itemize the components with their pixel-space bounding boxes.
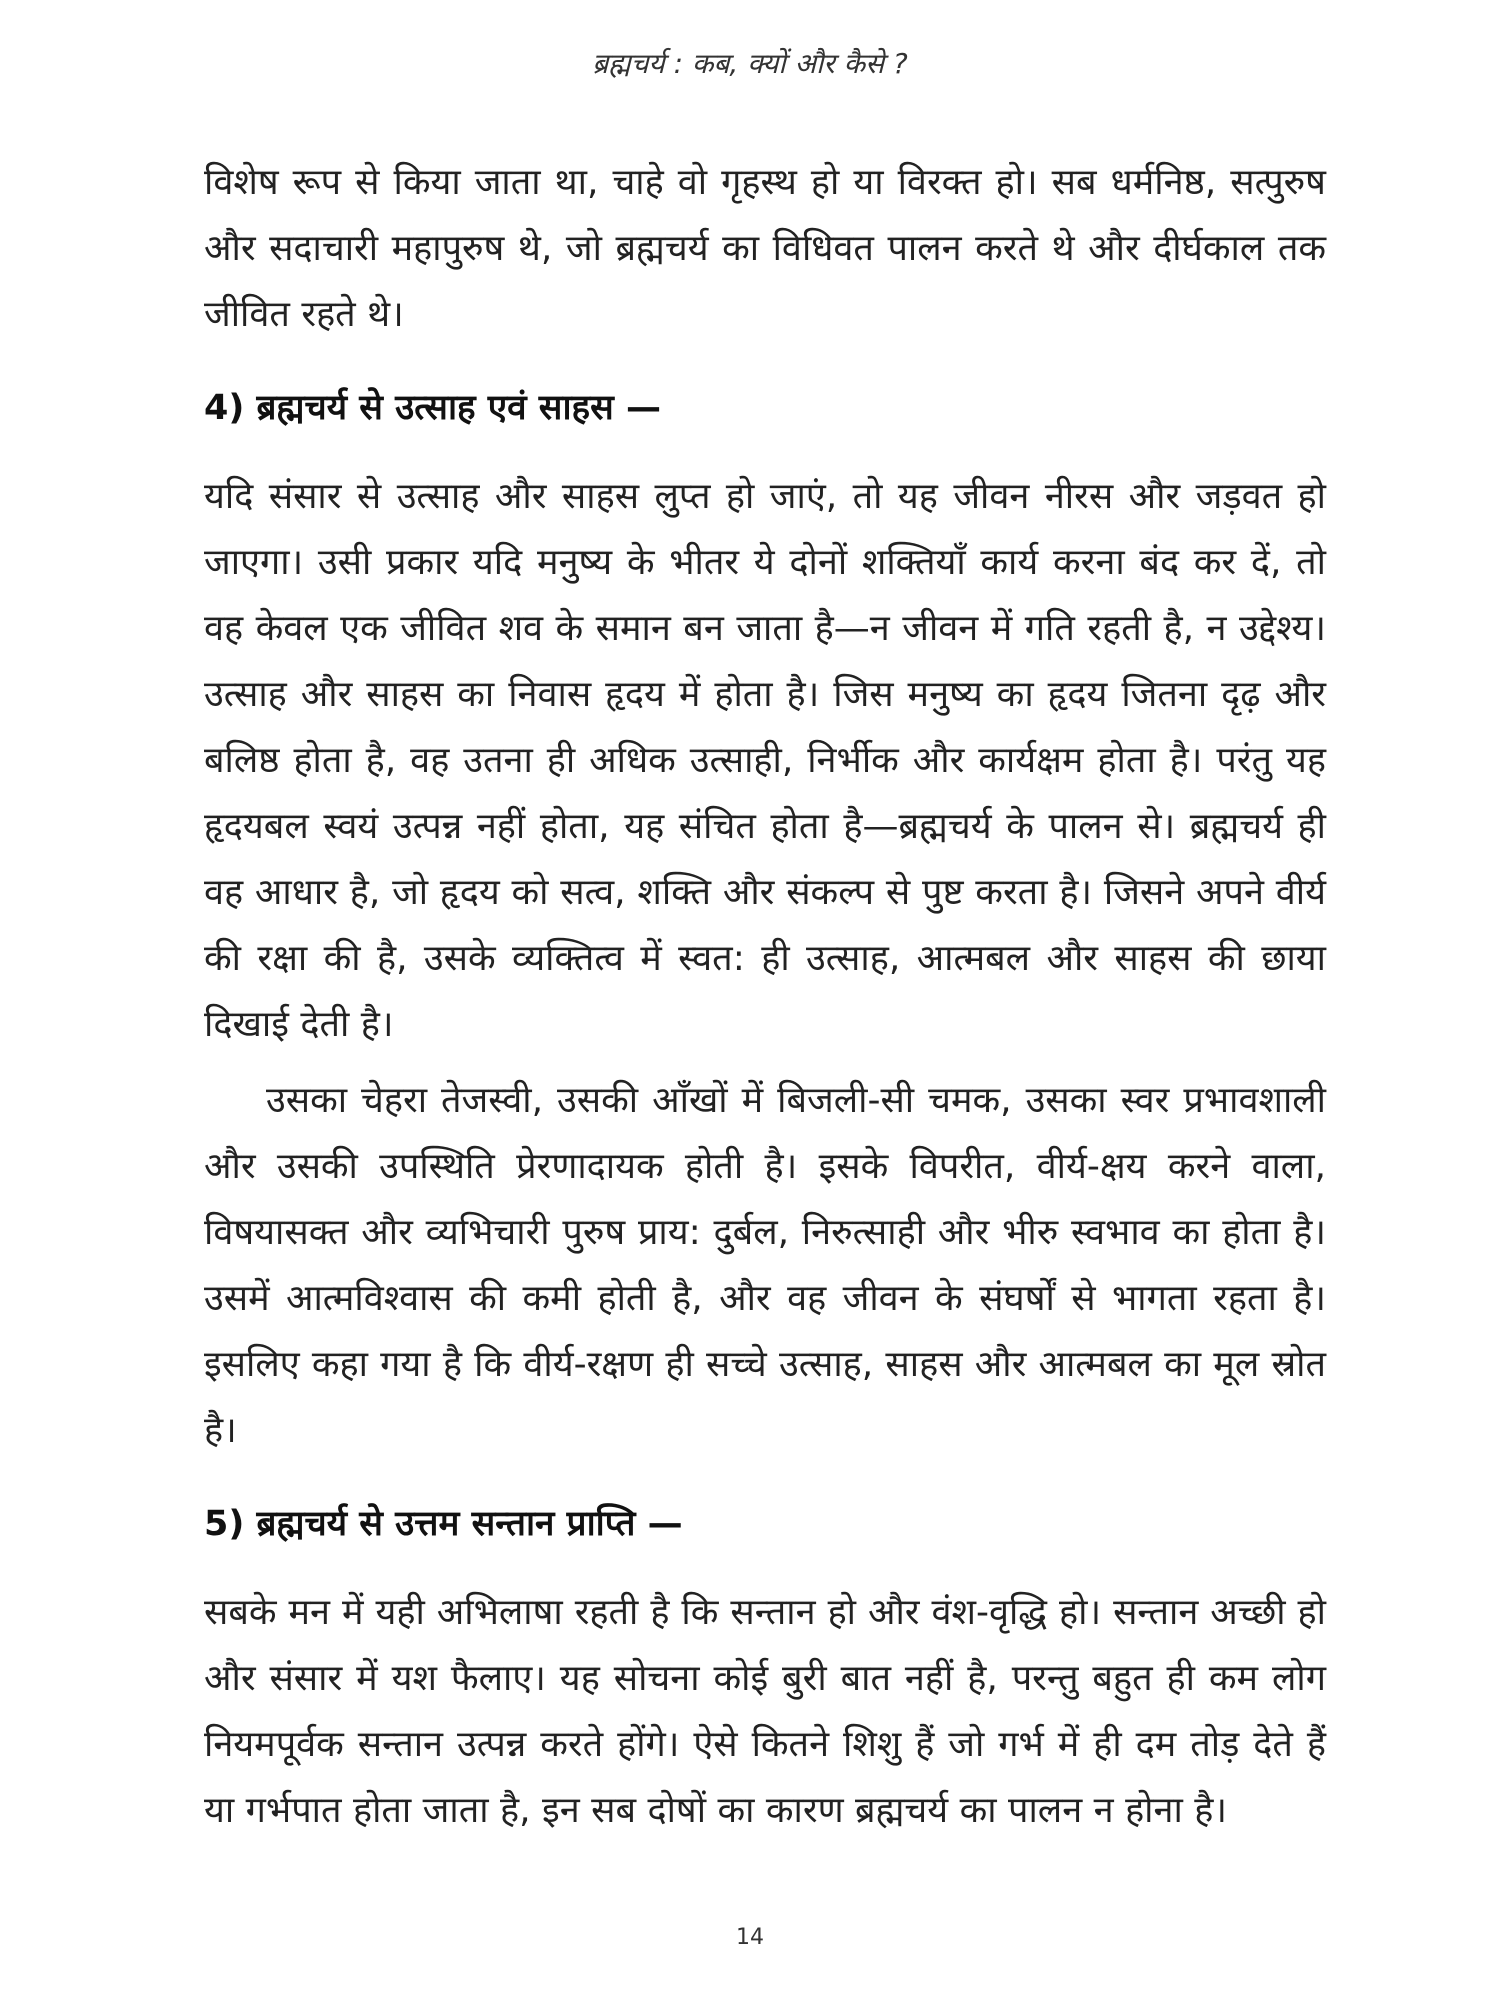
section-4-paragraph-2: उसका चेहरा तेजस्वी, उसकी आँखों में बिजली-सी चमक, उसका स्वर प्रभावशाली और उसकी उपस्थिति प्रेरणादायक होती है। इसके विपरीत, वीर्य-क्षय करने वाला, विषयासक्त और व्यभिचारी पुरुष प्राय: दुर्बल, निरुत्साही और भीरु स्वभाव का होता है। उसमें आत्मविश्वास की कमी होती है, और वह जीवन के संघर्षों से भागता रहता है। इसलिए कहा गया है कि वीर्य-रक्षण ही सच्चे उत्साह, साहस और आत्मबल का मूल स्रोत है। [204, 1080, 1326, 1451]
intro-paragraph: विशेष रूप से किया जाता था, चाहे वो गृहस्थ हो या विरक्त हो। सब धर्मनिष्ठ, सत्पुरुष और सदाचारी महापुरुष थे, जो ब्रह्मचर्य का विधिवत पालन करते थे और दीर्घकाल तक जीवित रहते थे। [204, 162, 1326, 335]
section-4-heading: 4) ब्रह्मचर्य से उत्साह एवं साहस — [204, 388, 661, 428]
page-number: 14 [736, 1925, 764, 1950]
page-content [204, 150, 1326, 1844]
section-5-heading: 5) ब्रह्मचर्य से उत्तम सन्तान प्राप्ति — [204, 1504, 683, 1544]
section-4-paragraph-1: यदि संसार से उत्साह और साहस लुप्त हो जाएं, तो यह जीवन नीरस और जड़वत हो जाएगा। उसी प्रकार यदि मनुष्य के भीतर ये दोनों शक्तियाँ कार्य करना बंद कर दें, तो वह केवल एक जीवित शव के समान बन जाता है—न जीवन में गति रहती है, न उद्देश्य। उत्साह और साहस का निवास हृदय में होता है। जिस मनुष्य का हृदय जितना दृढ़ और बलिष्ठ होता है, वह उतना ही अधिक उत्साही, निर्भीक और कार्यक्षम होता है। परंतु यह हृदयबल स्वयं उत्पन्न नहीं होता, यह संचित होता है—ब्रह्मचर्य के पालन से। ब्रह्मचर्य ही वह आधार है, जो हृदय को सत्व, शक्ति और संकल्प से पुष्ट करता है। जिसने अपने वीर्य की रक्षा की है, उसके व्यक्तित्व में स्वत: ही उत्साह, आत्मबल और साहस की छाया दिखाई देती है। [204, 476, 1326, 1045]
section-5-paragraph-1: सबके मन में यही अभिलाषा रहती है कि सन्तान हो और वंश-वृद्धि हो। सन्तान अच्छी हो और संसार में यश फैलाए। यह सोचना कोई बुरी बात नहीं है, परन्तु बहुत ही कम लोग नियमपूर्वक सन्तान उत्पन्न करते होंगे। ऐसे कितने शिशु हैं जो गर्भ में ही दम तोड़ देते हैं या गर्भपात होता जाता है, इन सब दोषों का कारण ब्रह्मचर्य का पालन न होना है। [204, 1592, 1326, 1831]
running-header: ब्रह्मचर्य : कब, क्यों और कैसे ? [592, 47, 908, 80]
